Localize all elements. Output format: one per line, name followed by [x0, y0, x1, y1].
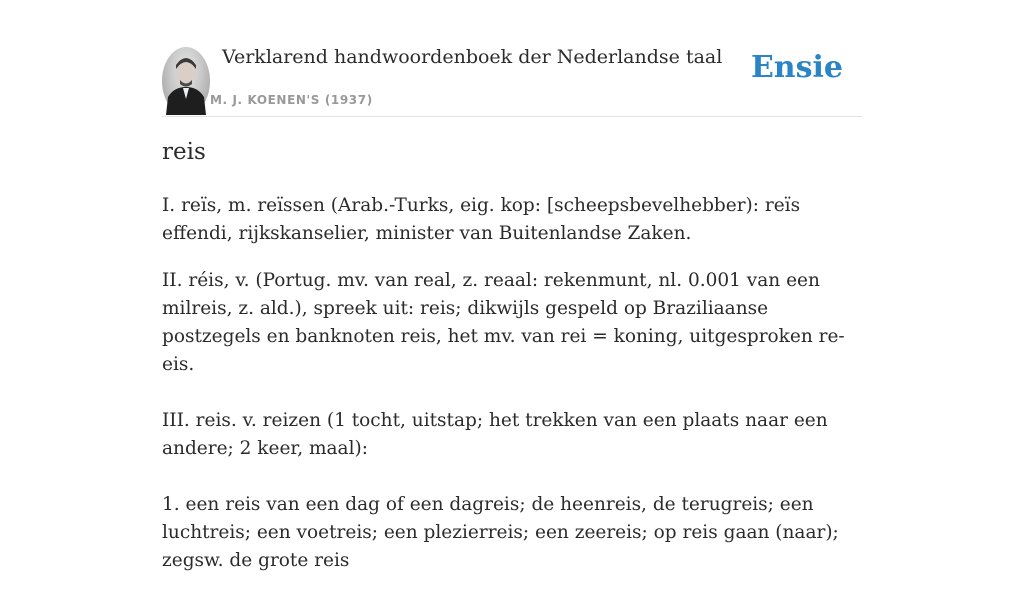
content-container [162, 0, 862, 571]
dictionary-subtitle: M. J. KOENEN'S (1937) [210, 93, 373, 107]
entry-paragraph-3: III. reis. v. reizen (1 tocht, uitstap; het trekken van een plaats naar een andere; 2 keer, maal): [162, 410, 828, 459]
dictionary-title: Verklarend handwoordenboek der Nederlandse taal [222, 46, 723, 68]
entry-paragraph-2: II. réis, v. (Portug. mv. van real, z. reaal: rekenmunt, nl. 0.001 van een milreis, z. ald.), spreek uit: reis; dikwijls gespeld op Braziliaanse postzegels en banknoten reis, het mv. van rei = koning, uitgesproken re-eis. [162, 270, 845, 375]
entry-paragraph-1: I. reïs, m. reïssen (Arab.-Turks, eig. kop: [scheepsbevelhebber): reïs effendi, rijkskanselier, minister van Buitenlandse Zaken. [162, 195, 801, 244]
author-portrait-icon [162, 47, 210, 115]
entry-paragraph-4: 1. een reis van een dag of een dagreis; de heenreis, de terugreis; een luchtreis; een voetreis; een plezierreis; een zeereis; op reis gaan (naar); zegsw. de grote reis [162, 494, 839, 571]
brand-logo-link[interactable]: Ensie [750, 50, 843, 85]
entry-body [162, 192, 862, 594]
entry-headword: reis [162, 139, 206, 165]
site-header [162, 0, 862, 117]
